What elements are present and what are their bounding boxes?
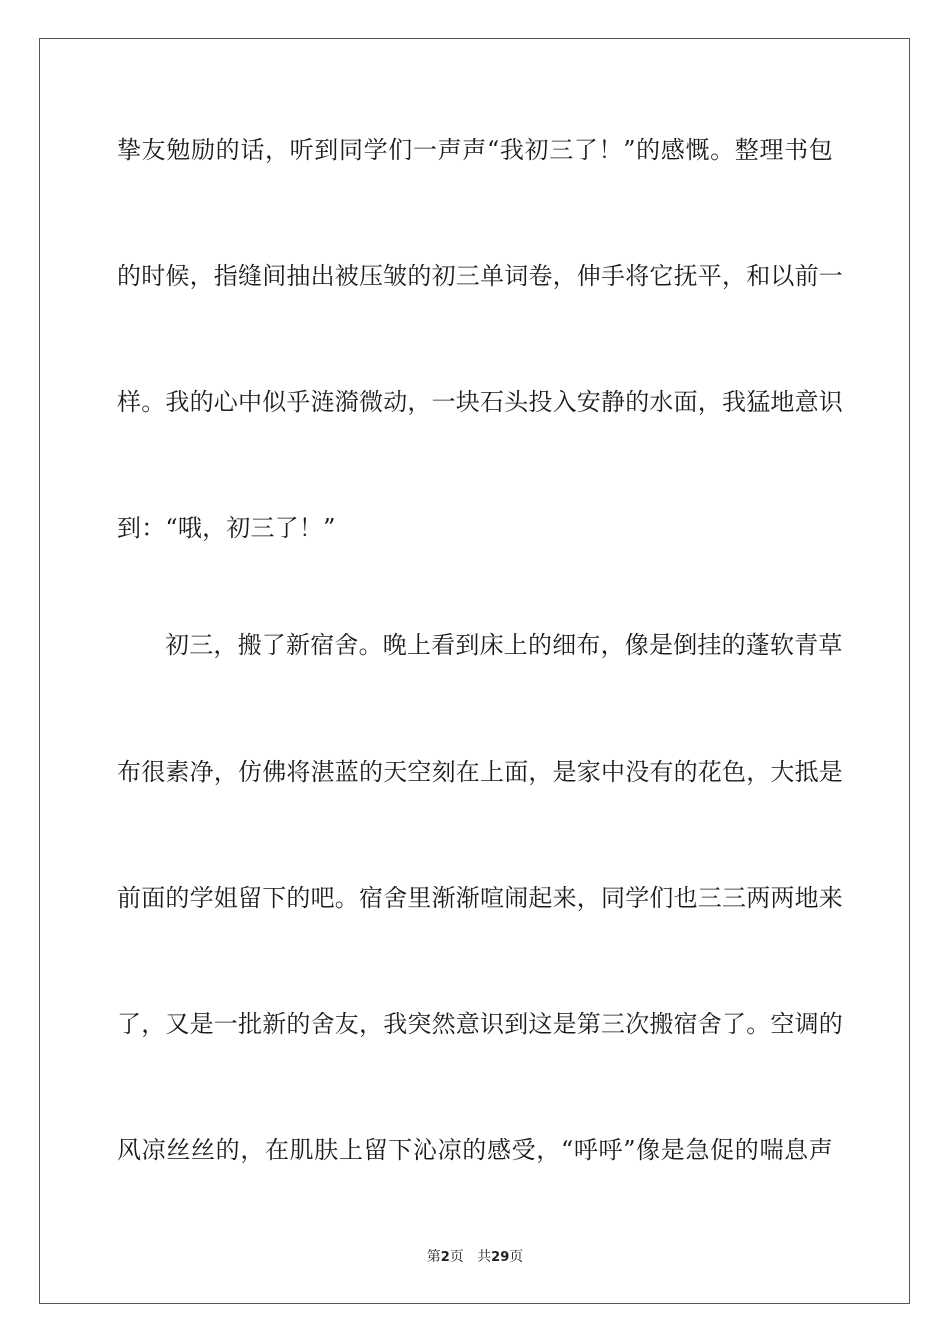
footer-page-number: 2 — [440, 1250, 450, 1265]
footer-page-suffix: 页 — [449, 1249, 464, 1265]
body-text-line-9: 风凉丝丝的，在肌肤上留下沁凉的感受，“呼呼”像是急促的喘息声 — [117, 1136, 833, 1164]
body-text-line-4: 到：“哦，初三了！” — [117, 514, 336, 542]
body-text-line-8: 了，又是一批新的舍友，我突然意识到这是第三次搬宿舍了。空调的 — [117, 1010, 843, 1038]
footer-page-prefix: 第 — [426, 1249, 441, 1265]
page-border — [39, 38, 910, 1304]
body-text-line-2: 的时候，指缝间抽出被压皱的初三单词卷，伸手将它抚平，和以前一 — [117, 262, 843, 290]
body-text-line-3: 样。我的心中似乎涟漪微动，一块石头投入安静的水面，我猛地意识 — [117, 388, 843, 416]
footer-total-prefix: 共 — [477, 1249, 492, 1265]
footer-total-suffix: 页 — [509, 1249, 524, 1265]
body-text-line-7: 前面的学姐留下的吧。宿舍里渐渐喧闹起来，同学们也三三两两地来 — [117, 884, 843, 912]
body-text-line-1: 挚友勉励的话，听到同学们一声声“我初三了！”的感慨。整理书包 — [117, 136, 833, 164]
body-text-line-5: 初三，搬了新宿舍。晚上看到床上的细布，像是倒挂的蓬软青草 — [165, 631, 843, 659]
body-text-line-6: 布很素净，仿佛将湛蓝的天空刻在上面，是家中没有的花色，大抵是 — [117, 758, 843, 786]
page-footer — [0, 1248, 950, 1267]
footer-total-pages: 29 — [491, 1250, 510, 1265]
